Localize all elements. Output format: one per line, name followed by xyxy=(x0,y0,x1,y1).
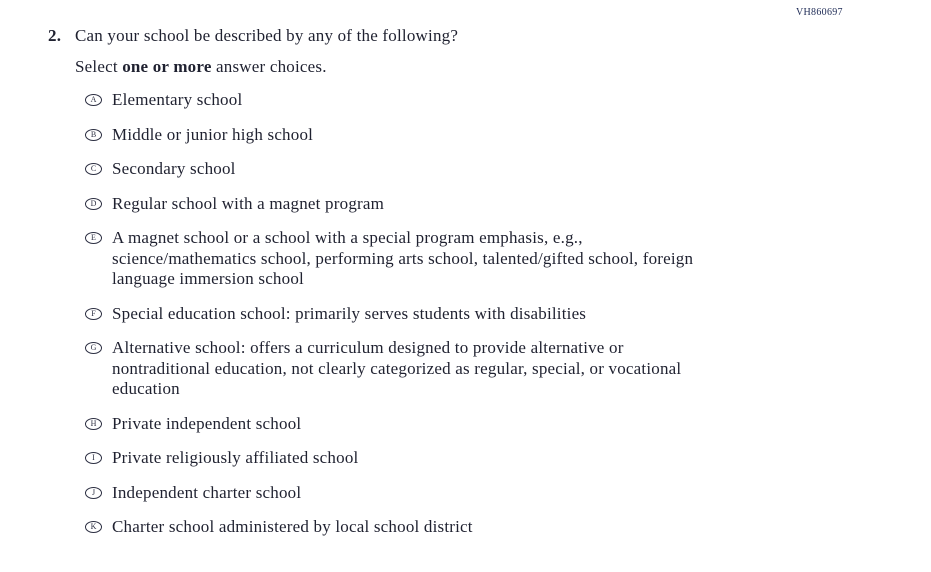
option-label-line: Charter school administered by local school district xyxy=(112,517,473,536)
form-code: VH860697 xyxy=(796,7,843,18)
option-label-line: Special education school: primarily serves students with disabilities xyxy=(112,303,587,323)
option-label-line: Private religiously affiliated school xyxy=(112,448,359,467)
answer-oval-letter: E xyxy=(91,233,96,242)
answer-oval-letter: C xyxy=(90,164,97,173)
option-label-line: language immersion school xyxy=(112,269,304,288)
instruction-suffix: answer choices. xyxy=(211,57,327,76)
question-number: 2. xyxy=(48,26,62,45)
answer-options xyxy=(85,90,825,552)
answer-oval-letter: K xyxy=(90,522,97,531)
option-label xyxy=(112,483,301,504)
answer-oval-letter: G xyxy=(90,343,97,352)
answer-oval-letter: D xyxy=(90,198,97,208)
answer-oval-icon[interactable] xyxy=(85,487,102,499)
instruction-prefix: Select xyxy=(75,57,123,76)
instruction-bold: one or more xyxy=(122,57,212,76)
answer-option-row[interactable] xyxy=(85,194,825,215)
option-label xyxy=(112,338,681,400)
answer-oval-letter: F xyxy=(91,308,96,318)
option-label-line: Regular school with a magnet program xyxy=(112,193,385,213)
answer-option-row[interactable] xyxy=(85,304,825,325)
option-label-line: nontraditional education, not clearly categorized as regular, special, or vocational xyxy=(112,358,682,378)
answer-option-row[interactable] xyxy=(85,125,825,146)
answer-oval-letter: I xyxy=(92,453,95,462)
answer-oval-letter: B xyxy=(90,129,97,139)
option-label-line: education xyxy=(112,379,180,398)
instruction-text xyxy=(75,57,327,77)
answer-option-row[interactable] xyxy=(85,414,825,435)
question-text: Can your school be described by any of the following? xyxy=(75,26,459,45)
answer-oval-icon[interactable] xyxy=(85,342,102,354)
answer-oval-letter: J xyxy=(91,487,96,497)
option-label-line: Middle or junior high school xyxy=(112,124,314,144)
answer-oval-icon[interactable] xyxy=(85,129,102,141)
option-label-line: Elementary school xyxy=(112,90,243,109)
option-label-line: science/mathematics school, performing arts school, talented/gifted school, foreign xyxy=(112,248,694,268)
answer-option-row[interactable] xyxy=(85,483,825,504)
question xyxy=(48,26,458,46)
option-label-line: Alternative school: offers a curriculum designed to provide alternative or xyxy=(112,338,624,357)
option-label-line: Secondary school xyxy=(112,159,236,178)
answer-oval-icon[interactable] xyxy=(85,521,102,533)
option-label xyxy=(112,448,358,469)
answer-oval-icon[interactable] xyxy=(85,94,102,106)
answer-option-row[interactable] xyxy=(85,159,825,180)
answer-option-row[interactable] xyxy=(85,90,825,111)
option-label-line: A magnet school or a school with a special program emphasis, e.g., xyxy=(112,228,583,247)
option-label xyxy=(112,517,473,538)
answer-oval-letter: A xyxy=(90,95,97,104)
option-label-line: Independent charter school xyxy=(112,482,302,502)
option-label xyxy=(112,125,313,146)
answer-oval-icon[interactable] xyxy=(85,418,102,430)
answer-option-row[interactable] xyxy=(85,517,825,538)
option-label xyxy=(112,90,242,111)
answer-oval-letter: H xyxy=(90,418,97,428)
option-label-line: Private independent school xyxy=(112,413,302,433)
option-label xyxy=(112,194,384,215)
answer-option-row[interactable] xyxy=(85,338,825,400)
option-label xyxy=(112,304,586,325)
answer-oval-icon[interactable] xyxy=(85,308,102,320)
answer-option-row[interactable] xyxy=(85,448,825,469)
option-label xyxy=(112,414,301,435)
answer-oval-icon[interactable] xyxy=(85,163,102,175)
answer-oval-icon[interactable] xyxy=(85,198,102,210)
option-label xyxy=(112,228,693,290)
answer-option-row[interactable] xyxy=(85,228,825,290)
answer-oval-icon[interactable] xyxy=(85,452,102,464)
option-label xyxy=(112,159,236,180)
answer-oval-icon[interactable] xyxy=(85,232,102,244)
